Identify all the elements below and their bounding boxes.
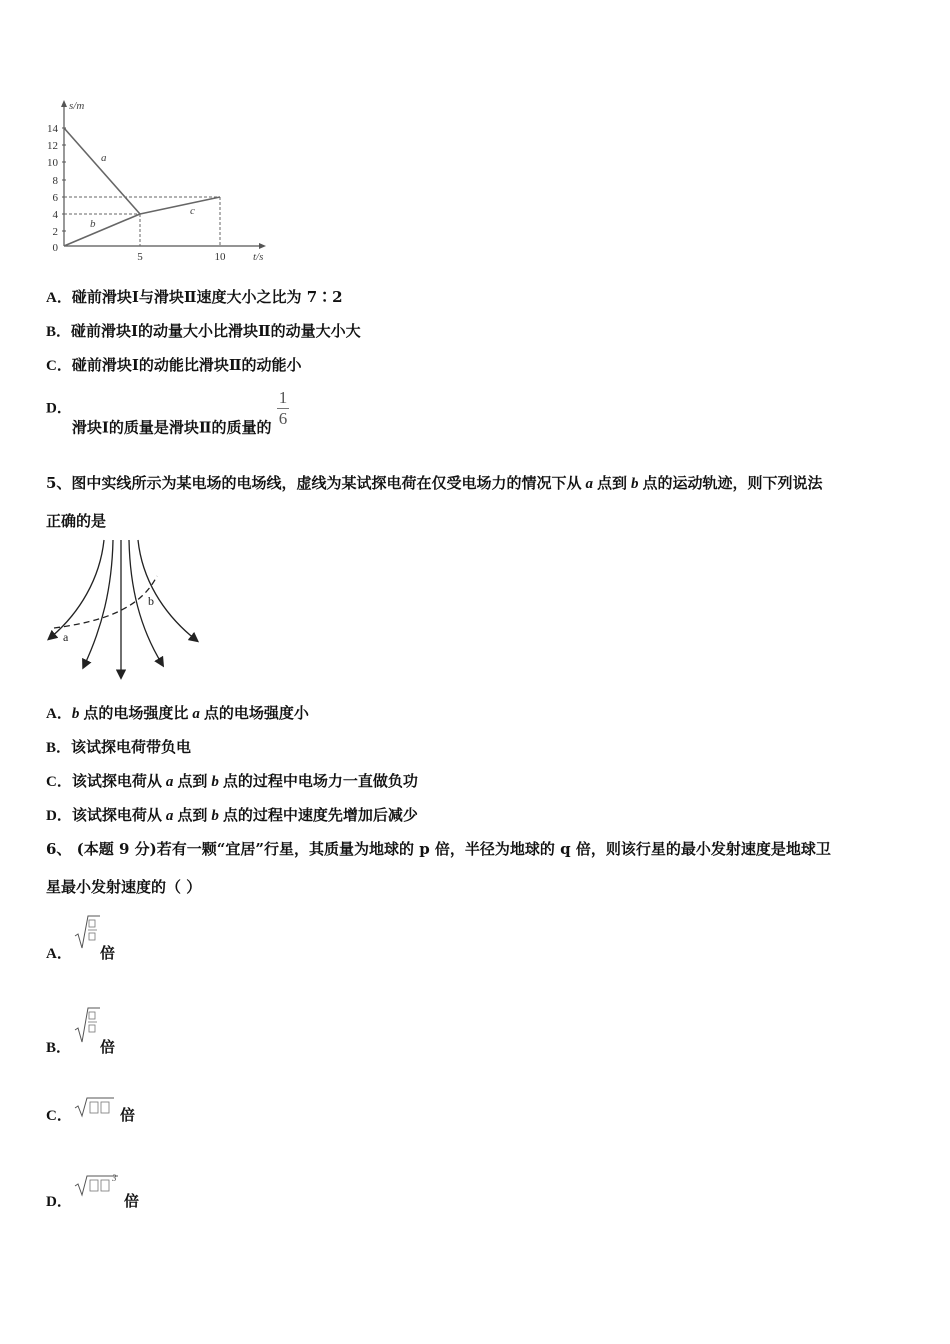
svg-text:3: 3 <box>112 1173 117 1183</box>
field-line-1 <box>50 540 104 638</box>
q5-option-c-label: C． <box>46 774 72 790</box>
q4-option-b-label: B． <box>46 324 72 340</box>
q4-option-c-text: 碰前滑块Ⅰ的动能比滑块Ⅱ的动能小 <box>71 356 302 374</box>
q4-option-a-label: A． <box>46 290 72 306</box>
q6-option-b-label: B． <box>46 1040 72 1056</box>
q5-stem-part2: 点到 <box>596 474 627 492</box>
q6-option-b-sqrt-fraction <box>72 1006 102 1046</box>
y-tick-10: 10 <box>47 157 58 169</box>
x-axis-arrow <box>259 243 266 249</box>
q6-option-c <box>46 1104 72 1125</box>
q5-stem-part1: 5、图中实线所示为某电场的电场线，虚线为某试探电荷在仅受电场力的情况下从 <box>46 474 582 492</box>
q5-option-d-text0: 该试探电荷从 <box>71 806 162 824</box>
field-line-2 <box>84 540 113 666</box>
q5-option-d-label: D． <box>46 808 72 824</box>
q6-option-b <box>46 1036 71 1057</box>
q4-option-c <box>46 354 302 375</box>
y-tick-8: 8 <box>52 175 58 187</box>
y-tick-4: 4 <box>52 209 58 221</box>
x-tick-10: 10 <box>214 251 226 263</box>
q5-option-d <box>46 804 418 825</box>
q5-option-a-label: A． <box>46 706 72 722</box>
q4-option-a-text: 碰前滑块Ⅰ与滑块Ⅱ速度大小之比为 7∶2 <box>71 288 343 306</box>
q5-option-a-text2: 点的电场强度小 <box>203 704 309 722</box>
q4-option-d <box>46 388 289 438</box>
q5-var-a: a <box>585 476 593 492</box>
q5-option-d-text1: 点到 <box>177 806 208 824</box>
q5-stem-part3: 点的运动轨迹，则下列说法 <box>642 474 823 492</box>
q5-option-a <box>46 702 309 723</box>
q5-option-b <box>46 736 191 757</box>
y-tick-2: 2 <box>52 226 58 238</box>
line-b <box>64 214 140 246</box>
label-b: b <box>90 218 96 230</box>
q6-option-a-label: A． <box>46 946 72 962</box>
fraction-one-sixth <box>277 388 290 429</box>
fraction-denominator: 6 <box>278 409 288 428</box>
q5-option-b-label: B． <box>46 740 72 756</box>
q5-option-a-var1: b <box>71 706 80 722</box>
q5-option-c-var2: b <box>211 774 219 790</box>
electric-field-figure <box>40 538 220 688</box>
q6-option-c-unit: 倍 <box>120 1106 136 1124</box>
q4-option-b-text: 碰前滑块Ⅰ的动量大小比滑块Ⅱ的动量大小大 <box>71 322 361 340</box>
q6-option-c-label: C． <box>46 1108 72 1124</box>
q4-option-a <box>46 286 343 307</box>
q4-option-b <box>46 320 361 341</box>
q5-stem-line1 <box>46 472 822 493</box>
q6-option-b-unit: 倍 <box>100 1038 116 1056</box>
q6-option-d-label: D． <box>46 1194 72 1210</box>
y-tick-6: 6 <box>52 192 58 204</box>
q5-var-b: b <box>630 476 639 492</box>
q6-stem-line2: 星最小发射速度的（ ） <box>46 878 202 896</box>
point-b-label: b <box>148 594 154 608</box>
q6-stem-line1: 6、 (本题 9 分)若有一颗“宜居”行星，其质量为地球的 p 倍，半径为地球的 q 倍，则该行星的最小发射速度是地球卫 <box>46 840 831 858</box>
q6-option-d-sqrt <box>72 1170 122 1200</box>
q5-option-b-text: 该试探电荷带负电 <box>71 738 192 756</box>
q5-option-a-var2: a <box>192 706 200 722</box>
q4-option-d-text: 滑块Ⅰ的质量是滑块Ⅱ的质量的 <box>71 418 272 437</box>
field-line-5 <box>138 540 196 640</box>
q6-option-a-unit: 倍 <box>100 944 116 962</box>
x-axis-label: t/s <box>253 251 264 263</box>
fraction-numerator: 1 <box>278 388 288 407</box>
y-ticks <box>47 123 59 254</box>
q4-option-d-label: D． <box>46 400 72 417</box>
y-tick-14: 14 <box>47 123 58 135</box>
q4-option-c-label: C． <box>46 358 72 374</box>
q5-option-c <box>46 770 418 791</box>
q5-option-d-var1: a <box>165 808 174 824</box>
q5-option-c-text2: 点的过程中电场力一直做负功 <box>222 772 418 790</box>
label-c: c <box>190 205 195 217</box>
data-lines <box>64 128 220 246</box>
q5-option-d-text2: 点的过程中速度先增加后减少 <box>222 806 418 824</box>
q5-stem-line2: 正确的是 <box>46 512 107 530</box>
y-axis-label: s/m <box>69 100 85 112</box>
q5-option-c-var1: a <box>165 774 174 790</box>
label-a: a <box>101 152 107 164</box>
y-tick-0: 0 <box>52 242 58 254</box>
q5-option-a-text1: 点的电场强度比 <box>83 704 189 722</box>
line-c <box>140 197 220 214</box>
y-tick-12: 12 <box>47 140 58 152</box>
q5-option-d-var2: b <box>211 808 219 824</box>
q6-option-a-sqrt-fraction <box>72 914 102 954</box>
line-a <box>64 128 140 214</box>
q6-option-d-unit: 倍 <box>124 1192 140 1210</box>
q5-option-c-text1: 点到 <box>177 772 208 790</box>
q6-option-c-sqrt <box>72 1096 116 1120</box>
st-graph <box>40 96 280 266</box>
q6-option-d <box>46 1190 72 1211</box>
dashed-guides <box>64 197 220 246</box>
q5-option-c-text0: 该试探电荷从 <box>71 772 162 790</box>
point-a-label: a <box>63 630 69 644</box>
q6-option-a <box>46 942 72 963</box>
field-lines <box>50 540 196 676</box>
y-axis-arrow <box>61 100 67 107</box>
x-tick-5: 5 <box>137 251 143 263</box>
